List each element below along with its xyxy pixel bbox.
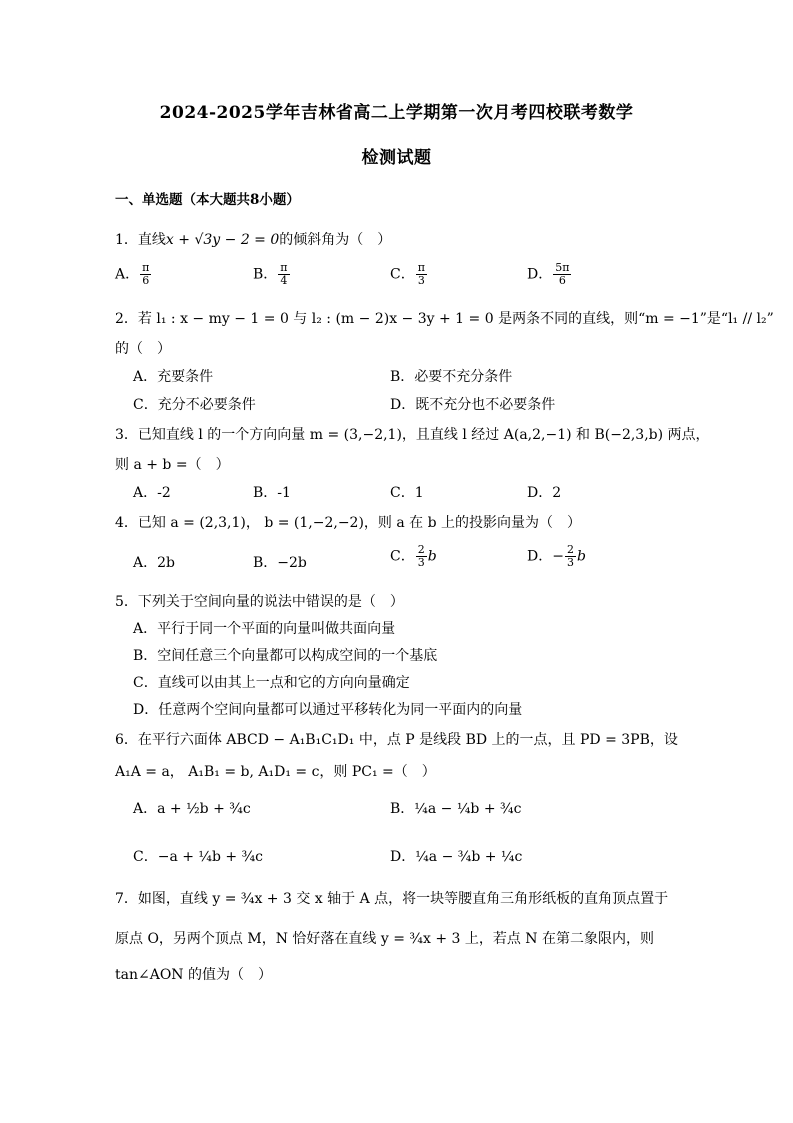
q2-option-c[interactable]: C．充分不必要条件 <box>133 397 256 413</box>
section-heading: 一、单选题（本大题共8小题） <box>115 192 300 208</box>
q4-d-vector: b <box>576 548 586 565</box>
q4-c-vector: b <box>427 548 437 565</box>
q4-d-fraction <box>565 544 576 569</box>
q3-option-c[interactable]: C．1 <box>390 485 424 501</box>
q6-option-b[interactable]: B．¼a − ¼b + ¾c <box>390 801 522 817</box>
q1-b-num: π <box>280 261 288 274</box>
q1-c-fraction <box>416 262 427 287</box>
q1-c-num: π <box>417 261 425 274</box>
q6-option-a[interactable]: A．a + ½b + ¾c <box>133 801 251 817</box>
q2-option-d[interactable]: D．既不充分也不必要条件 <box>390 397 556 413</box>
q4-c-den: 3 <box>417 556 425 570</box>
q3-stem-line2: 则 a + b =（ ） <box>115 457 230 473</box>
q1-a-den: 6 <box>142 274 150 288</box>
q3-option-a[interactable]: A．-2 <box>133 485 171 501</box>
q1-b-fraction <box>278 262 289 287</box>
q1-b-label: B． <box>253 266 278 283</box>
q4-option-a[interactable]: A．2b <box>133 555 175 571</box>
q6-stem-line1: 6．在平行六面体 ABCD − A₁B₁C₁D₁ 中，点 P 是线段 BD 上的一点，且 PD = 3PB，设 <box>115 732 678 748</box>
q1-d-den: 6 <box>558 274 566 288</box>
q5-option-d[interactable]: D．任意两个空间向量都可以通过平移转化为同一平面内的向量 <box>133 702 523 718</box>
q1-b-den: 4 <box>280 274 288 288</box>
q4-c-label: C． <box>390 548 415 565</box>
q3-option-b[interactable]: B．-1 <box>253 485 291 501</box>
doc-title-line2: 检测试题 <box>361 148 432 168</box>
q4-stem: 4．已知 a = (2,3,1)， b = (1,−2,−2)，则 a 在 b 上的投影向量为（ ） <box>115 515 582 531</box>
q4-c-fraction <box>416 544 427 569</box>
q1-d-label: D． <box>527 266 553 283</box>
q6-stem-line2: A₁A = a， A₁B₁ = b, A₁D₁ = c，则 PC₁ =（ ） <box>115 764 436 780</box>
q1-equation: x + √3y − 2 = 0 <box>165 232 280 248</box>
doc-title-line1: 2024-2025学年吉林省高二上学期第一次月考四校联考数学 <box>159 103 634 123</box>
q5-option-c[interactable]: C．直线可以由其上一点和它的方向向量确定 <box>133 675 410 691</box>
q4-c-num: 2 <box>417 543 425 556</box>
q6-option-c[interactable]: C．−a + ¼b + ¾c <box>133 849 263 865</box>
q2-option-a[interactable]: A．充要条件 <box>133 369 214 385</box>
q1-c-den: 3 <box>417 274 425 288</box>
q1-a-num: π <box>142 261 150 274</box>
q1-stem-post: 的倾斜角为（ ） <box>279 232 392 248</box>
q1-a-fraction <box>140 262 151 287</box>
q1-d-num: 5π <box>555 261 570 274</box>
q4-option-b[interactable]: B．−2b <box>253 555 307 571</box>
q6-option-d[interactable]: D．¼a − ¾b + ¼c <box>390 849 523 865</box>
q1-stem <box>115 229 391 249</box>
q3-stem-line1: 3．已知直线 l 的一个方向向量 m = (3,−2,1)，且直线 l 经过 A(a,2,−1) 和 B(−2,3,b) 两点， <box>115 427 710 443</box>
q7-stem-line1: 7．如图，直线 y = ¾x + 3 交 x 轴于 A 点，将一块等腰直角三角形纸板的直角顶点置于 <box>115 891 669 907</box>
q7-stem-line2: 原点 O，另两个顶点 M，N 恰好落在直线 y = ¾x + 3 上，若点 N 在第二象限内，则 <box>115 931 655 947</box>
q1-option-b[interactable] <box>253 262 291 287</box>
q1-option-d[interactable] <box>527 262 572 287</box>
q2-stem-line1: 2．若 l₁ : x − my − 1 = 0 与 l₂ : (m − 2)x − 3y + 1 = 0 是两条不同的直线，则“m = −1”是“l₁ // l₂” <box>115 311 774 327</box>
q1-stem-pre: 1．直线 <box>115 232 166 248</box>
q4-d-label: D． <box>527 548 553 565</box>
q1-a-label: A． <box>115 266 140 283</box>
q5-option-a[interactable]: A．平行于同一个平面的向量叫做共面向量 <box>133 621 396 637</box>
q4-d-sign: − <box>552 548 564 565</box>
q1-c-label: C． <box>390 266 415 283</box>
q7-stem-line3: tan∠AON 的值为（ ） <box>115 967 273 983</box>
q2-option-b[interactable]: B．必要不充分条件 <box>390 369 513 385</box>
q4-option-d[interactable] <box>527 544 586 569</box>
q4-d-den: 3 <box>566 556 574 570</box>
q5-option-b[interactable]: B．空间任意三个向量都可以构成空间的一个基底 <box>133 648 438 664</box>
q3-option-d[interactable]: D．2 <box>527 485 562 501</box>
q4-d-num: 2 <box>566 543 574 556</box>
q1-option-a[interactable] <box>115 262 152 287</box>
q1-option-c[interactable] <box>390 262 428 287</box>
q2-stem-line2: 的（ ） <box>115 341 171 357</box>
q1-d-fraction <box>553 262 571 287</box>
q5-stem: 5．下列关于空间向量的说法中错误的是（ ） <box>115 594 404 610</box>
q4-option-c[interactable] <box>390 544 437 569</box>
